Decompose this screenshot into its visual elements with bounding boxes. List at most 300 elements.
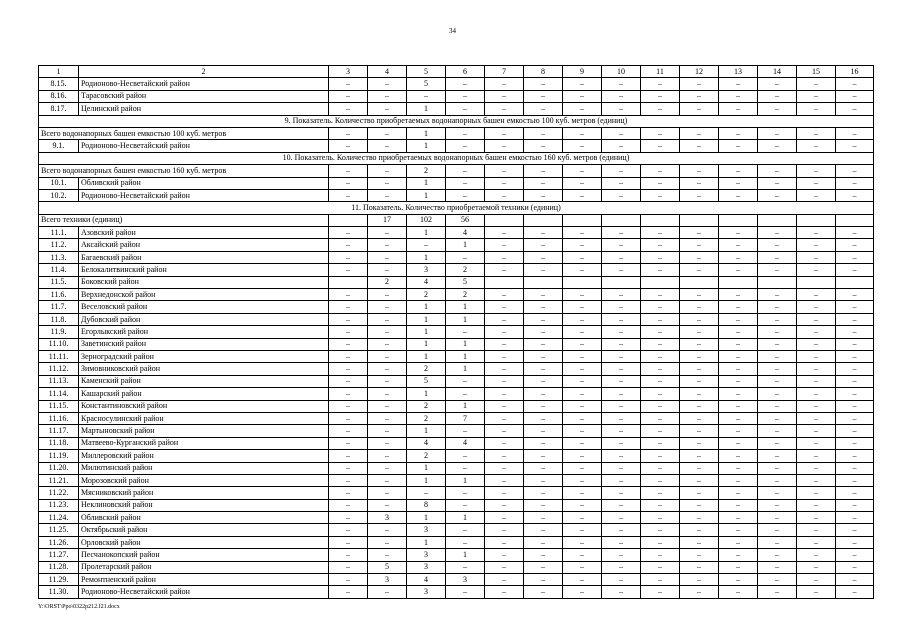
- row-number: 11.7.: [39, 301, 79, 313]
- total-label: Всего техники (единиц): [39, 214, 329, 226]
- value-cell: –: [446, 78, 485, 90]
- value-cell: –: [836, 313, 874, 325]
- section-header-row: [39, 115, 874, 127]
- value-cell: 2: [368, 276, 407, 288]
- row-number: 10.2.: [39, 189, 79, 201]
- value-cell: –: [719, 561, 758, 573]
- value-cell: –: [329, 450, 368, 462]
- value-cell: –: [524, 425, 563, 437]
- value-cell: 2: [407, 450, 446, 462]
- value-cell: –: [758, 127, 797, 139]
- value-cell: 3: [446, 574, 485, 586]
- value-cell: –: [719, 474, 758, 486]
- value-cell: –: [368, 412, 407, 424]
- value-cell: –: [641, 375, 680, 387]
- value-cell: –: [602, 512, 641, 524]
- row-number: 11.16.: [39, 412, 79, 424]
- value-cell: –: [602, 487, 641, 499]
- value-cell: –: [680, 78, 719, 90]
- value-cell: –: [329, 524, 368, 536]
- table-row: [39, 412, 874, 424]
- value-cell: –: [836, 363, 874, 375]
- value-cell: –: [485, 289, 524, 301]
- value-cell: –: [836, 524, 874, 536]
- row-number: 11.12.: [39, 363, 79, 375]
- value-cell: –: [563, 512, 602, 524]
- value-cell: –: [329, 140, 368, 152]
- value-cell: 4: [407, 276, 446, 288]
- value-cell: –: [446, 326, 485, 338]
- district-name: Аксайский район: [79, 239, 329, 251]
- value-cell: –: [602, 462, 641, 474]
- value-cell: –: [563, 338, 602, 350]
- value-cell: –: [446, 127, 485, 139]
- value-cell: –: [797, 189, 836, 201]
- value-cell: [797, 276, 836, 288]
- value-cell: –: [563, 586, 602, 598]
- table-row: [39, 301, 874, 313]
- value-cell: –: [836, 561, 874, 573]
- value-cell: –: [836, 227, 874, 239]
- value-cell: –: [719, 536, 758, 548]
- value-cell: –: [719, 189, 758, 201]
- value-cell: –: [602, 90, 641, 102]
- district-name: Боковский район: [79, 276, 329, 288]
- total-row: [39, 127, 874, 139]
- value-cell: –: [524, 462, 563, 474]
- value-cell: –: [680, 251, 719, 263]
- value-cell: –: [602, 239, 641, 251]
- value-cell: –: [836, 462, 874, 474]
- row-number: 9.1.: [39, 140, 79, 152]
- column-number-cell: 5: [407, 66, 446, 78]
- value-cell: 1: [407, 388, 446, 400]
- value-cell: –: [446, 375, 485, 387]
- table-row: [39, 524, 874, 536]
- table-row: [39, 425, 874, 437]
- value-cell: –: [680, 586, 719, 598]
- value-cell: –: [680, 512, 719, 524]
- district-name: Неклиновский район: [79, 499, 329, 511]
- value-cell: –: [758, 189, 797, 201]
- value-cell: –: [641, 189, 680, 201]
- value-cell: –: [719, 103, 758, 115]
- total-label: Всего водонапорных башен емкостью 160 куб. метров: [39, 165, 329, 177]
- value-cell: –: [485, 375, 524, 387]
- value-cell: –: [602, 412, 641, 424]
- value-cell: –: [329, 313, 368, 325]
- value-cell: 2: [407, 165, 446, 177]
- value-cell: 1: [407, 140, 446, 152]
- value-cell: –: [641, 388, 680, 400]
- value-cell: 1: [407, 227, 446, 239]
- value-cell: –: [329, 289, 368, 301]
- table-body: [39, 66, 874, 599]
- value-cell: –: [446, 388, 485, 400]
- value-cell: –: [836, 189, 874, 201]
- value-cell: –: [563, 536, 602, 548]
- table-row: [39, 487, 874, 499]
- value-cell: –: [641, 239, 680, 251]
- value-cell: –: [485, 425, 524, 437]
- value-cell: –: [563, 549, 602, 561]
- value-cell: –: [602, 289, 641, 301]
- value-cell: 3: [407, 561, 446, 573]
- value-cell: 3: [368, 574, 407, 586]
- value-cell: –: [602, 388, 641, 400]
- value-cell: –: [563, 524, 602, 536]
- value-cell: –: [485, 326, 524, 338]
- value-cell: –: [329, 103, 368, 115]
- value-cell: –: [602, 499, 641, 511]
- value-cell: 5: [407, 78, 446, 90]
- value-cell: –: [368, 487, 407, 499]
- value-cell: –: [797, 512, 836, 524]
- table-row: [39, 400, 874, 412]
- value-cell: –: [368, 388, 407, 400]
- row-number: 11.24.: [39, 512, 79, 524]
- value-cell: –: [602, 177, 641, 189]
- value-cell: –: [797, 574, 836, 586]
- value-cell: –: [680, 227, 719, 239]
- value-cell: –: [758, 326, 797, 338]
- value-cell: 1: [407, 313, 446, 325]
- value-cell: –: [680, 375, 719, 387]
- row-number: 11.30.: [39, 586, 79, 598]
- value-cell: –: [524, 251, 563, 263]
- value-cell: –: [446, 524, 485, 536]
- value-cell: –: [524, 524, 563, 536]
- value-cell: –: [563, 400, 602, 412]
- value-cell: 3: [407, 586, 446, 598]
- value-cell: –: [836, 512, 874, 524]
- value-cell: –: [836, 140, 874, 152]
- value-cell: –: [602, 189, 641, 201]
- row-number: 11.23.: [39, 499, 79, 511]
- value-cell: –: [836, 289, 874, 301]
- value-cell: –: [368, 350, 407, 362]
- district-name: Пролетарский район: [79, 561, 329, 573]
- value-cell: –: [524, 140, 563, 152]
- value-cell: –: [719, 127, 758, 139]
- value-cell: –: [446, 462, 485, 474]
- value-cell: 2: [407, 363, 446, 375]
- row-number: 11.3.: [39, 251, 79, 263]
- value-cell: –: [797, 561, 836, 573]
- value-cell: –: [329, 561, 368, 573]
- value-cell: –: [758, 524, 797, 536]
- value-cell: –: [758, 78, 797, 90]
- value-cell: –: [329, 400, 368, 412]
- value-cell: –: [524, 512, 563, 524]
- value-cell: [329, 214, 368, 226]
- value-cell: –: [524, 561, 563, 573]
- district-name: Тарасовский район: [79, 90, 329, 102]
- value-cell: –: [797, 289, 836, 301]
- value-cell: –: [641, 586, 680, 598]
- value-cell: –: [368, 400, 407, 412]
- value-cell: –: [641, 103, 680, 115]
- column-number-cell: 12: [680, 66, 719, 78]
- section-header-row: [39, 152, 874, 164]
- value-cell: –: [485, 264, 524, 276]
- value-cell: 4: [407, 574, 446, 586]
- value-cell: –: [329, 251, 368, 263]
- value-cell: 1: [446, 363, 485, 375]
- value-cell: –: [485, 574, 524, 586]
- value-cell: –: [368, 437, 407, 449]
- value-cell: –: [680, 177, 719, 189]
- value-cell: –: [797, 326, 836, 338]
- value-cell: –: [602, 574, 641, 586]
- value-cell: –: [719, 425, 758, 437]
- value-cell: –: [563, 189, 602, 201]
- value-cell: –: [407, 90, 446, 102]
- value-cell: –: [758, 363, 797, 375]
- value-cell: –: [485, 165, 524, 177]
- value-cell: –: [329, 462, 368, 474]
- value-cell: 4: [446, 437, 485, 449]
- row-number: 8.15.: [39, 78, 79, 90]
- value-cell: –: [329, 78, 368, 90]
- row-number: 11.4.: [39, 264, 79, 276]
- value-cell: [524, 276, 563, 288]
- value-cell: –: [680, 239, 719, 251]
- district-name: Кашарский район: [79, 388, 329, 400]
- value-cell: –: [719, 412, 758, 424]
- value-cell: 1: [446, 512, 485, 524]
- district-name: Родионово-Несветайский район: [79, 140, 329, 152]
- value-cell: –: [446, 450, 485, 462]
- district-name: Родионово-Несветайский район: [79, 78, 329, 90]
- value-cell: –: [641, 227, 680, 239]
- value-cell: –: [446, 90, 485, 102]
- value-cell: –: [329, 350, 368, 362]
- value-cell: –: [485, 363, 524, 375]
- district-name: Матвеево-Курганский район: [79, 437, 329, 449]
- value-cell: –: [758, 474, 797, 486]
- value-cell: –: [836, 536, 874, 548]
- column-number-cell: 8: [524, 66, 563, 78]
- value-cell: –: [719, 574, 758, 586]
- value-cell: –: [680, 103, 719, 115]
- value-cell: –: [446, 189, 485, 201]
- value-cell: –: [563, 103, 602, 115]
- value-cell: [758, 276, 797, 288]
- value-cell: –: [680, 574, 719, 586]
- value-cell: –: [368, 450, 407, 462]
- value-cell: –: [485, 239, 524, 251]
- value-cell: –: [485, 536, 524, 548]
- value-cell: 3: [368, 512, 407, 524]
- table-row: [39, 264, 874, 276]
- value-cell: –: [719, 313, 758, 325]
- value-cell: –: [758, 400, 797, 412]
- value-cell: [602, 276, 641, 288]
- district-name: Константиновский район: [79, 400, 329, 412]
- value-cell: –: [563, 127, 602, 139]
- district-name: Миллеровский район: [79, 450, 329, 462]
- value-cell: –: [758, 512, 797, 524]
- value-cell: [524, 214, 563, 226]
- district-name: Целинский район: [79, 103, 329, 115]
- value-cell: –: [797, 437, 836, 449]
- value-cell: –: [758, 574, 797, 586]
- value-cell: –: [758, 251, 797, 263]
- table-row: [39, 78, 874, 90]
- value-cell: –: [485, 586, 524, 598]
- value-cell: –: [563, 289, 602, 301]
- district-name: Зимовниковский район: [79, 363, 329, 375]
- value-cell: –: [641, 313, 680, 325]
- value-cell: –: [641, 487, 680, 499]
- value-cell: –: [758, 412, 797, 424]
- value-cell: –: [329, 586, 368, 598]
- value-cell: –: [602, 264, 641, 276]
- value-cell: –: [524, 127, 563, 139]
- value-cell: –: [758, 90, 797, 102]
- value-cell: –: [641, 90, 680, 102]
- value-cell: –: [563, 388, 602, 400]
- row-number: 8.17.: [39, 103, 79, 115]
- value-cell: –: [641, 561, 680, 573]
- value-cell: –: [329, 326, 368, 338]
- value-cell: –: [758, 388, 797, 400]
- value-cell: –: [485, 561, 524, 573]
- value-cell: –: [680, 165, 719, 177]
- value-cell: –: [797, 251, 836, 263]
- value-cell: [836, 214, 874, 226]
- value-cell: –: [485, 227, 524, 239]
- value-cell: –: [836, 375, 874, 387]
- value-cell: –: [797, 363, 836, 375]
- value-cell: –: [446, 177, 485, 189]
- value-cell: –: [641, 400, 680, 412]
- value-cell: –: [368, 227, 407, 239]
- value-cell: –: [680, 536, 719, 548]
- value-cell: 1: [407, 103, 446, 115]
- value-cell: –: [368, 586, 407, 598]
- value-cell: –: [797, 524, 836, 536]
- value-cell: –: [407, 239, 446, 251]
- value-cell: –: [368, 90, 407, 102]
- row-number: 11.6.: [39, 289, 79, 301]
- value-cell: –: [368, 549, 407, 561]
- value-cell: –: [563, 227, 602, 239]
- value-cell: –: [680, 140, 719, 152]
- value-cell: –: [602, 165, 641, 177]
- value-cell: –: [524, 400, 563, 412]
- value-cell: –: [719, 499, 758, 511]
- value-cell: –: [641, 127, 680, 139]
- district-name: Песчанокопский район: [79, 549, 329, 561]
- value-cell: –: [446, 487, 485, 499]
- value-cell: –: [602, 313, 641, 325]
- value-cell: –: [797, 103, 836, 115]
- value-cell: –: [329, 425, 368, 437]
- value-cell: –: [797, 140, 836, 152]
- value-cell: –: [329, 227, 368, 239]
- value-cell: 4: [407, 437, 446, 449]
- row-number: 11.17.: [39, 425, 79, 437]
- value-cell: –: [719, 512, 758, 524]
- total-row: [39, 214, 874, 226]
- table-row: [39, 350, 874, 362]
- value-cell: –: [602, 536, 641, 548]
- value-cell: –: [797, 239, 836, 251]
- value-cell: 1: [446, 301, 485, 313]
- value-cell: –: [836, 127, 874, 139]
- value-cell: –: [602, 375, 641, 387]
- value-cell: –: [602, 326, 641, 338]
- value-cell: –: [680, 189, 719, 201]
- row-number: 11.8.: [39, 313, 79, 325]
- value-cell: 3: [407, 524, 446, 536]
- value-cell: 2: [407, 412, 446, 424]
- value-cell: –: [524, 289, 563, 301]
- value-cell: –: [758, 487, 797, 499]
- value-cell: –: [680, 264, 719, 276]
- value-cell: –: [329, 90, 368, 102]
- value-cell: –: [797, 499, 836, 511]
- value-cell: –: [836, 425, 874, 437]
- value-cell: –: [485, 474, 524, 486]
- value-cell: –: [602, 227, 641, 239]
- value-cell: 17: [368, 214, 407, 226]
- value-cell: 5: [368, 561, 407, 573]
- table-row: [39, 189, 874, 201]
- value-cell: –: [368, 301, 407, 313]
- value-cell: –: [563, 412, 602, 424]
- value-cell: [836, 276, 874, 288]
- value-cell: 1: [446, 549, 485, 561]
- value-cell: –: [797, 264, 836, 276]
- value-cell: –: [719, 140, 758, 152]
- value-cell: –: [719, 375, 758, 387]
- value-cell: –: [524, 177, 563, 189]
- value-cell: –: [719, 363, 758, 375]
- value-cell: –: [602, 450, 641, 462]
- value-cell: [680, 214, 719, 226]
- table-row: [39, 375, 874, 387]
- row-number: 10.1.: [39, 177, 79, 189]
- value-cell: –: [446, 499, 485, 511]
- value-cell: –: [797, 400, 836, 412]
- table-row: [39, 103, 874, 115]
- value-cell: –: [680, 350, 719, 362]
- value-cell: –: [719, 227, 758, 239]
- value-cell: –: [329, 375, 368, 387]
- value-cell: 4: [446, 227, 485, 239]
- value-cell: –: [758, 536, 797, 548]
- value-cell: –: [758, 177, 797, 189]
- value-cell: –: [524, 450, 563, 462]
- value-cell: –: [368, 264, 407, 276]
- value-cell: 1: [407, 338, 446, 350]
- value-cell: –: [641, 177, 680, 189]
- value-cell: 1: [407, 189, 446, 201]
- row-number: 11.9.: [39, 326, 79, 338]
- value-cell: –: [602, 78, 641, 90]
- column-number-cell: 2: [79, 66, 329, 78]
- value-cell: 1: [446, 350, 485, 362]
- column-number-cell: 6: [446, 66, 485, 78]
- value-cell: –: [680, 388, 719, 400]
- value-cell: [719, 276, 758, 288]
- value-cell: –: [641, 499, 680, 511]
- value-cell: –: [758, 338, 797, 350]
- value-cell: –: [446, 425, 485, 437]
